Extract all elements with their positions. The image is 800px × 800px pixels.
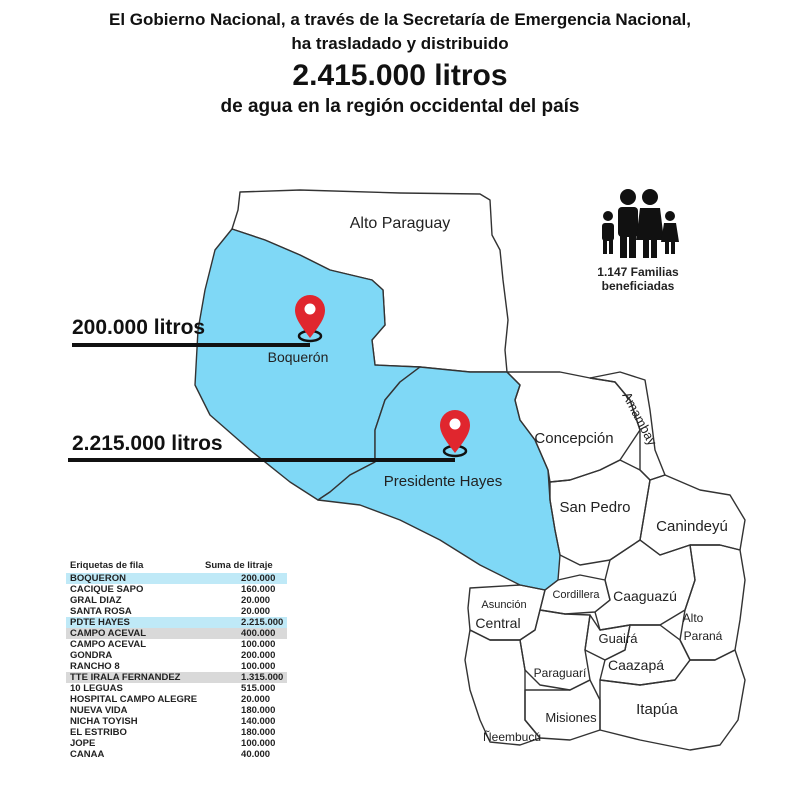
table-row — [66, 661, 287, 672]
label-asuncion: Asunción — [481, 599, 527, 611]
table-cell-label: HOSPITAL CAMPO ALEGRE — [70, 694, 198, 705]
table-cell-label: TTE IRALA FERNANDEZ — [66, 672, 201, 683]
header-line-2: ha trasladado y distribuido — [291, 34, 509, 53]
family-icon — [590, 186, 686, 260]
families-count: 1.147 Familias — [597, 265, 679, 279]
table-row — [66, 573, 287, 584]
callout-boqueron: 200.000 litros — [72, 316, 206, 339]
header-line-3: de agua en la región occidental del país — [220, 96, 580, 117]
table-cell-value: 400.000 — [201, 628, 287, 639]
table-header-value: Suma de litraje — [205, 559, 273, 571]
table-row — [66, 705, 287, 716]
callout-presidente-hayes: 2.215.000 litros — [72, 432, 223, 455]
table-row — [66, 694, 287, 705]
table-cell-label: RANCHO 8 — [70, 661, 120, 672]
table-header-row — [66, 557, 287, 573]
table-cell-value: 100.000 — [241, 738, 276, 749]
label-alto-parana-2: Paraná — [683, 629, 723, 643]
label-central: Central — [475, 615, 521, 631]
presidente-hayes-pin — [440, 410, 470, 456]
label-san-pedro: San Pedro — [559, 499, 631, 516]
label-alto-paraguay: Alto Paraguay — [349, 215, 451, 232]
table-cell-value: 180.000 — [241, 727, 276, 738]
label-amambay: Amambay — [619, 389, 661, 449]
label-cordillera: Cordillera — [552, 589, 600, 601]
table-cell-label: EL ESTRIBO — [70, 727, 127, 738]
table-header-label: Eriquetas de fila — [70, 559, 144, 571]
table-row — [66, 672, 287, 683]
table-cell-label: GRAL DIAZ — [70, 595, 122, 606]
table-cell-value: 160.000 — [241, 584, 276, 595]
summary-table — [66, 557, 287, 760]
table-cell-value: 100.000 — [241, 639, 276, 650]
label-presidente-hayes: Presidente Hayes — [383, 473, 503, 490]
label-paraguari: Paraguarí — [533, 666, 587, 680]
label-concepcion: Concepción — [534, 430, 614, 447]
table-row — [66, 595, 287, 606]
table-row — [66, 683, 287, 694]
table-cell-label: CAMPO ACEVAL — [70, 639, 146, 650]
table-cell-label: SANTA ROSA — [70, 606, 132, 617]
table-body — [66, 573, 287, 760]
table-cell-value: 180.000 — [241, 705, 276, 716]
label-boqueron: Boquerón — [267, 349, 329, 365]
table-row — [66, 617, 287, 628]
header-amount: 2.415.000 litros — [292, 59, 508, 92]
label-guaira: Guairá — [598, 631, 638, 646]
label-caazapa: Caazapá — [607, 657, 665, 673]
region-caaguazu — [595, 540, 695, 630]
label-alto-parana-1: Alto — [682, 611, 704, 625]
table-cell-label: CACIQUE SAPO — [70, 584, 144, 595]
table-row — [66, 727, 287, 738]
callout-boqueron-line — [72, 343, 310, 347]
label-canindeyu: Canindeyú — [656, 518, 728, 535]
label-itapua: Itapúa — [636, 701, 678, 718]
table-row — [66, 716, 287, 727]
table-cell-value: 140.000 — [241, 716, 276, 727]
table-cell-label: 10 LEGUAS — [70, 683, 123, 694]
table-cell-value: 20.000 — [241, 694, 271, 705]
table-cell-label: JOPE — [70, 738, 96, 749]
table-row — [66, 584, 287, 595]
table-cell-label: GONDRA — [70, 650, 113, 661]
region-canindeyu — [640, 475, 745, 555]
table-cell-label: PDTE HAYES — [66, 617, 201, 628]
table-cell-label: CANAA — [70, 749, 105, 760]
table-cell-value: 515.000 — [241, 683, 276, 694]
table-cell-value: 100.000 — [241, 661, 276, 672]
table-cell-label: NUEVA VIDA — [70, 705, 128, 716]
table-cell-value: 200.000 — [241, 650, 276, 661]
table-row — [66, 628, 287, 639]
table-cell-value: 2.215.000 — [201, 617, 287, 628]
label-caaguazu: Caaguazú — [613, 588, 677, 604]
label-neembucu: Ñeembucú — [482, 730, 542, 744]
table-cell-label: BOQUERON — [66, 573, 201, 584]
families-block — [590, 186, 686, 293]
header-line-1: El Gobierno Nacional, a través de la Secretaría de Emergencia Nacional, — [108, 10, 692, 29]
label-misiones: Misiones — [545, 710, 597, 725]
region-neembucu — [465, 630, 540, 745]
table-cell-value: 20.000 — [241, 595, 271, 606]
table-cell-label: NICHA TOYISH — [70, 716, 138, 727]
table-cell-value: 1.315.000 — [201, 672, 287, 683]
families-label: beneficiadas — [601, 279, 675, 293]
table-cell-label: CAMPO ACEVAL — [66, 628, 201, 639]
callout-presidente-hayes-line — [68, 458, 455, 462]
table-row — [66, 606, 287, 617]
table-cell-value: 20.000 — [241, 606, 271, 617]
table-row — [66, 738, 287, 749]
table-row — [66, 639, 287, 650]
table-cell-value: 40.000 — [241, 749, 271, 760]
table-row — [66, 749, 287, 760]
table-row — [66, 650, 287, 661]
table-cell-value: 200.000 — [201, 573, 287, 584]
boqueron-pin — [295, 295, 325, 341]
